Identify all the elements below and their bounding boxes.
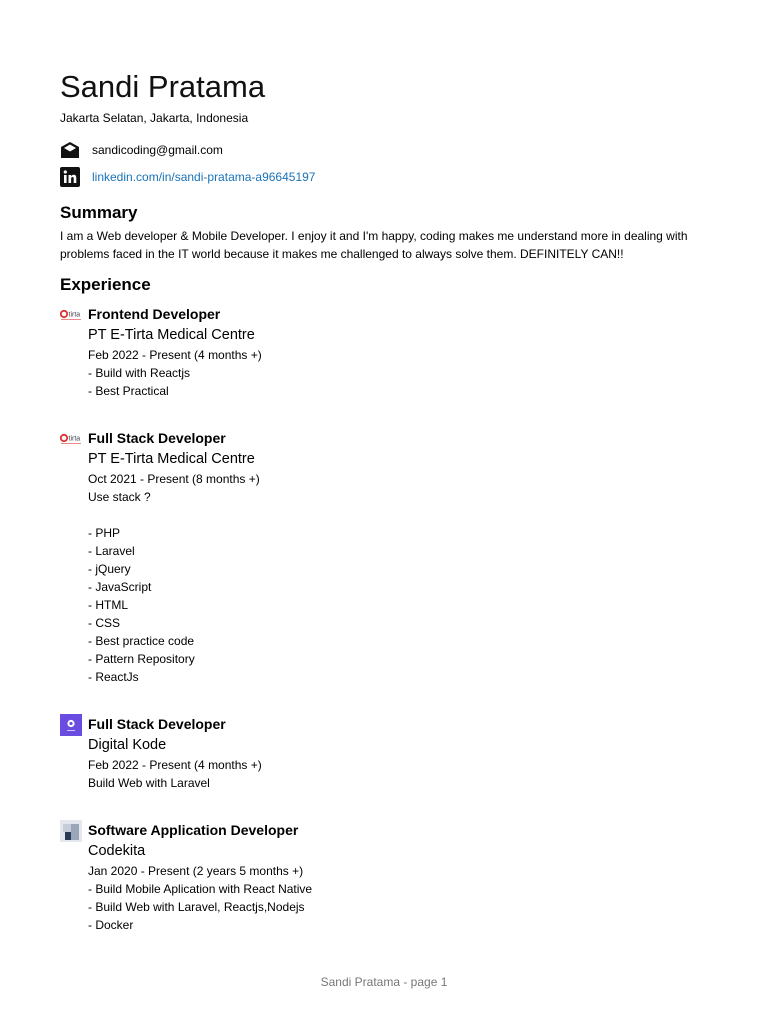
envelope-icon bbox=[60, 140, 80, 160]
job-line: - JavaScript bbox=[88, 580, 152, 594]
svg-text:tirta: tirta bbox=[68, 311, 81, 319]
etirta-logo-icon bbox=[60, 304, 82, 326]
digitalkode-logo-icon bbox=[60, 714, 82, 736]
page-footer: Sandi Pratama - page 1 bbox=[320, 975, 448, 989]
job-line: - Docker bbox=[88, 918, 134, 932]
job-line: - Best Practical bbox=[88, 384, 169, 398]
job-company: PT E-Tirta Medical Centre bbox=[88, 327, 255, 343]
job-line: Use stack ? bbox=[88, 490, 151, 504]
job-line: Feb 2022 - Present (4 months +) bbox=[88, 348, 262, 362]
linkedin-icon bbox=[60, 167, 80, 187]
job-line: - Build Web with Laravel, Reactjs,Nodejs bbox=[88, 900, 305, 914]
job-company: Digital Kode bbox=[88, 737, 167, 753]
job-line: - Laravel bbox=[88, 544, 135, 558]
job-line: Oct 2021 - Present (8 months +) bbox=[88, 472, 260, 486]
job-company: PT E-Tirta Medical Centre bbox=[88, 451, 255, 467]
job-company: Codekita bbox=[88, 843, 146, 859]
contact-linkedin-row bbox=[60, 167, 315, 187]
job-title: Full Stack Developer bbox=[88, 430, 226, 446]
job-line: - Pattern Repository bbox=[88, 652, 195, 666]
job-line: - Build with Reactjs bbox=[88, 366, 191, 380]
codekita-logo-icon bbox=[60, 820, 82, 842]
job-line: - Best practice code bbox=[88, 634, 195, 648]
job-title: Full Stack Developer bbox=[88, 716, 226, 732]
etirta-logo-icon bbox=[60, 428, 82, 450]
contact-email-row bbox=[60, 140, 223, 160]
job-line: Feb 2022 - Present (4 months +) bbox=[88, 758, 262, 772]
svg-text:tirta: tirta bbox=[68, 435, 81, 443]
resume-name: Sandi Pratama bbox=[60, 69, 266, 104]
job-line: - CSS bbox=[88, 616, 121, 630]
summary-text: I am a Web developer & Mobile Developer. I enjoy it and I'm happy, coding makes me understand more in dealing with problems faced in the IT world because it makes me challenged to always solve them. DEFINITELY CAN!! bbox=[60, 229, 688, 261]
job-line bbox=[88, 506, 708, 524]
job-line: - HTML bbox=[88, 598, 128, 612]
summary-heading: Summary bbox=[60, 203, 138, 222]
job-line: - ReactJs bbox=[88, 670, 139, 684]
job-line: Build Web with Laravel bbox=[88, 776, 210, 790]
job-line: Jan 2020 - Present (2 years 5 months +) bbox=[88, 864, 304, 878]
experience-heading: Experience bbox=[60, 275, 151, 294]
linkedin-link[interactable]: linkedin.com/in/sandi-pratama-a96645197 bbox=[92, 170, 316, 184]
resume-location: Jakarta Selatan, Jakarta, Indonesia bbox=[60, 111, 249, 125]
job-title: Frontend Developer bbox=[88, 306, 221, 322]
contact-email[interactable]: sandicoding@gmail.com bbox=[92, 143, 223, 157]
job-line: - PHP bbox=[88, 526, 121, 540]
job-line: - Build Mobile Aplication with React Native bbox=[88, 882, 313, 896]
job-line: - jQuery bbox=[88, 562, 131, 576]
job-title: Software Application Developer bbox=[88, 822, 299, 838]
